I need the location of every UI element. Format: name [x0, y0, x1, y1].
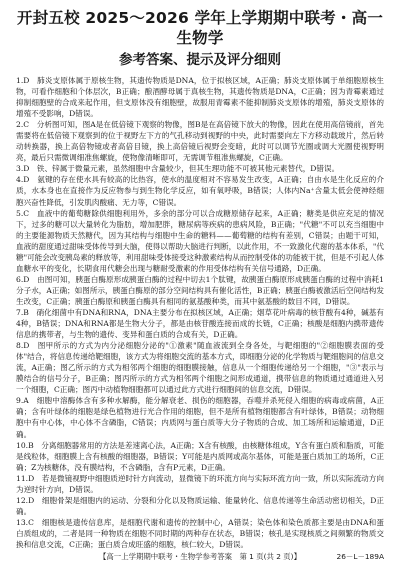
footer-page-info: 【高一上学期期中联考・生物学参考答案 第 1 页(共 2 页)】: [99, 552, 301, 561]
answer-item-11: 11.D 若是微镜视野中细胞质逆时针方向流动，显微镜下的环流方向与实际环流方向一致，所以实际流动方向为逆时针方向，D错误。: [16, 473, 384, 494]
answer-item-12: 12.D 细胞骨架是细胞内的运动、分裂和分化以及物质运输、能量转化、信息传递等生命活动密切相关，D正确。: [16, 495, 384, 516]
page-subtitle: 参考答案、提示及评分细则: [119, 52, 281, 68]
answer-item-9: 9.A 细胞中溶酶体含有多种水解酶，能分解衰老、损伤的细胞器，吞噬并杀死侵入细胞的病毒或病菌，A正确；含有叶绿体的细胞是绿色植物进行光合作用的细胞，但不是所有植物细胞都含有叶绿体，B错误；动物细胞中有中心体，中心体不含磷脂，C错误；内质网与蛋白质等大分子物质的合成、加工场所和运输通道，D正确。: [16, 396, 384, 439]
answer-item-2: 2.C 分析图可知，图A是在低倍镜下观察的物像，图B是在高倍镜下放大的物像，因此在使用高倍镜前，首先需要将在低倍镜下观察到的位于视野左下方的气孔移动到视野的中央，此时需要向左下方移动载玻片，然后转动转换器，换上高倍物镜或者高倍目镜，换上高倍镜后视野会变暗，此时可以调节光圈或调大光圈使视野明亮，最后只需微调细准焦螺旋，使物像清晰即可，无需调节粗准焦螺旋，C正确。: [16, 120, 384, 163]
answer-item-6: 6.D 由图可知，胰蛋白酶原形成胰蛋白酶的过程中切去1个肽键，故胰蛋白酶原形成胰蛋白酶的过程中消耗1分子水，A正确；如图所示，胰蛋白酶原的部分空间结构具有催化活性，B正确；胰蛋白酶被激活后空间结构发生改变，C正确；胰蛋白酶原和胰蛋白酶具有相同的氨基酸种类，而其中氨基酸的数目不同，D错误。: [16, 274, 384, 306]
answer-item-5: 5.C 血液中的葡萄糖除供细胞利用外，多余的部分可以合成糖原储存起来，A正确；糖类是供应充足的情况下，过多的糖可以大量转化为脂肪，增加肥胖，糖尿病等疾病的患病风险，B正确；"代糖"不可以充当细胞中的主要能源物质天然糖代，因为其结构与细胞中生命的糖料——葡萄糖的结构有差别，C错误；由题干可知，血液的甜度通过甜味受体传导到大脑，使得以帮助大脑进行判断，以此作用，不一致激化代谢的基本体系，"代糖"可能会改变胰岛素的释放等，利用甜味受体接受这种激素结构从而控制受体的功能被干扰，但是不引起人体血糖水平的变化，长期食用代糖会出现与糖耐受激素的作用受体结构有关信号通路，D正确。: [16, 208, 384, 273]
answer-item-3: 3.D 铁、锌属于微量元素，虽然细胞中含量较少，但其生理功能不可被其他元素替代，D错误。: [16, 164, 340, 174]
answer-item-4: 4.D 氨键的存在使水具有较高的比热容，使水的温度相对不容易发生改变，A正确；自由水是生化反应的介质，水本身也在直接作为反应物参与到生物化学反应，如有氧呼吸，B错误；人体内Na⁺含量太低会使神经细胞兴奋性降低，引发肌肉酸痛、无力等，C错误。: [16, 175, 384, 207]
answer-item-10: 10.B 分离细胞器常用的方法是差速离心法，A正确；X含有核酸，由核糖体组成，Y含有蛋白质和脂质，可能是线粒体，细胞膜上含有核酸的细胞器，B错误；Y可能是内质网或高尔基体，可能是蛋白质加工的场所，C正确；Z为核糖体，没有膜结构，不含磷脂，含有P元素，D正确。: [16, 440, 384, 472]
answer-item-8: 8.D 图甲所示的方式为内分泌细胞分泌的"①激素"随血液流到全身各处，与靶细胞的"②细胞膜表面的受体"结合，将信息传递给靶细胞，该方式为将细胞交流的基本方式，即细胞分泌的化学物质与靶细胞间的信息交流，A正确；图乙所示的方式为相邻两个细胞的细胞膜接触，信息从一个细胞传递给另一个细胞，"③"表示与膜结合的信号分子，B正确；图丙所示的方式为相邻两个细胞之间形成通道，携带信息的物质通过通道进入另一个细胞，C正确；图丙中动植物细胞都可以通过此方式进行细胞间的信息交流，D错误。: [16, 341, 384, 395]
answer-list: [16, 75, 384, 550]
page-footer: [16, 552, 384, 562]
answer-item-7: 7.B 硝化细菌中有DNA和RNA，DNA主要分布在拟核区域，A正确；烟草花叶病毒的核苷酸有4种，碱基有4种，B错误；DNA和RNA都是生物大分子，都是由核苷酸连接而成的长链，C正确；核酸是细胞内携带遗传信息的携带者，与生物的遗传、变异和蛋白质的合成有关，D正确。: [16, 307, 384, 340]
page-title: 开封五校 2025～2026 学年上学期期中联考・高一生物学: [17, 9, 383, 47]
answer-item-1: 1.D 肺炎支原体属于原核生物，其遗传物质是DNA，位于拟核区域，A正确；肺炎支原体属于单细胞原核生物，可看作细胞和个体层次，B正确；酿酒酵母属于真核生物，其遗传物质是DNA，C正确；因为青霉素通过抑制细胞壁的合成来起作用，但支原体没有细胞壁，故服用青霉素不能抑制肺炎支原体的增殖，肺炎支原体的增殖不受影响，D错误。: [16, 76, 384, 119]
footer-code: 26－L－189A: [336, 552, 384, 561]
answer-item-13: 13.C 细胞核是遗传信息库，是细胞代谢和遗传的控制中心，A错误；染色体和染色质都主要是由DNA和蛋白质组成的，二者是同一种物质在细胞不同时期的两种存在状态，B错误；核孔是实现核质之间频繁的物质交换和信息交流，C正确；蛋白质合成旺盛的细胞，核仁较大，D错误。: [16, 517, 384, 549]
